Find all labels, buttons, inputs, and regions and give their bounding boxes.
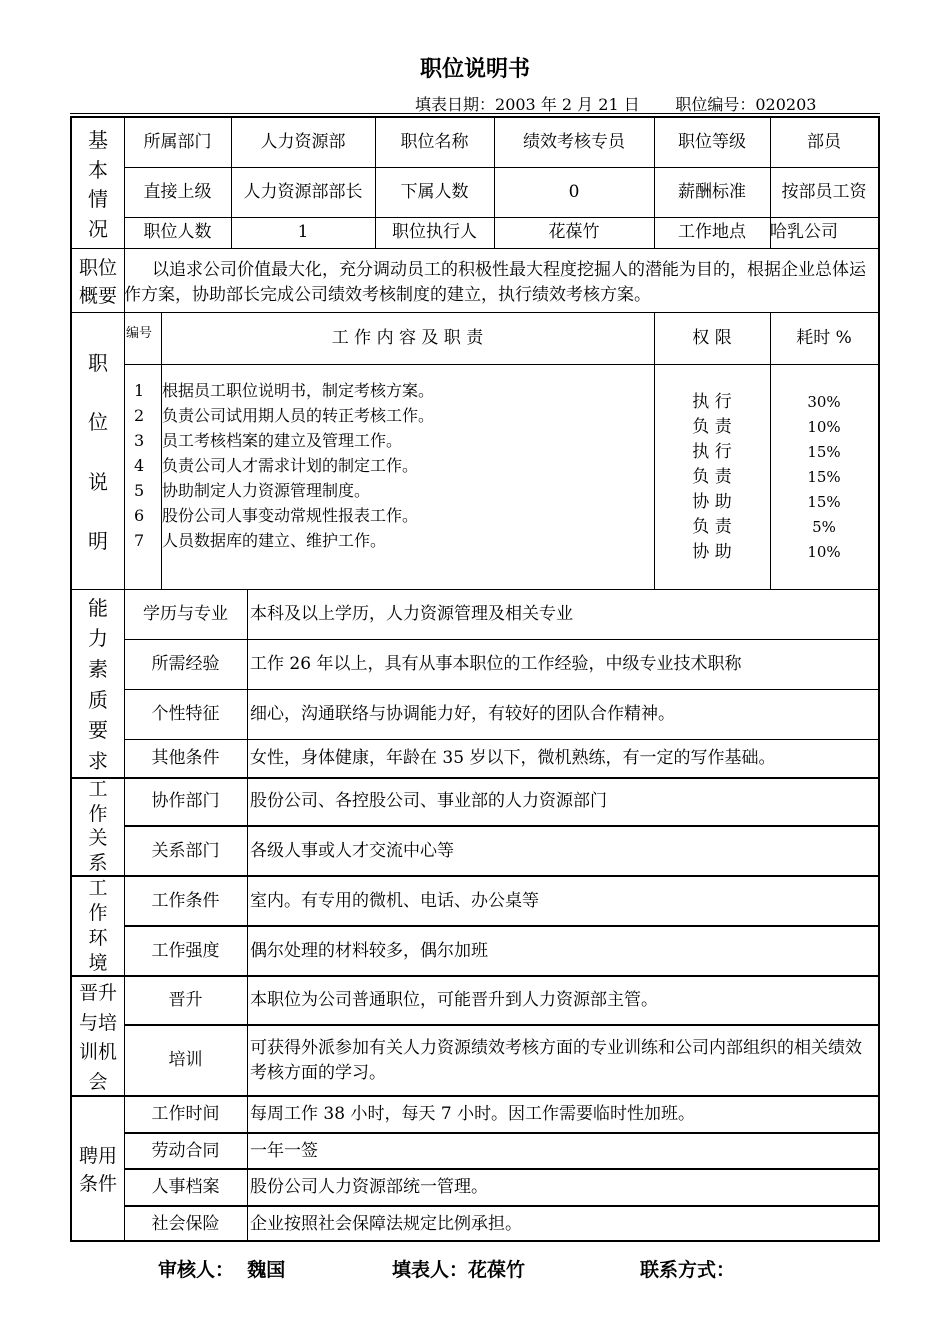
headcount-label: 职位人数 — [143, 222, 212, 242]
salary-value: 按部员工资 — [781, 181, 867, 202]
reviewer-value: 魏国 — [247, 1259, 286, 1281]
grid-line — [247, 589, 248, 777]
duties-list — [162, 378, 434, 553]
work-conditions-value: 室内。有专用的微机、电话、办公桌等 — [250, 890, 539, 911]
duty-text: 协助制定人力资源管理制度。 — [162, 481, 371, 500]
work-hours-label: 工作时间 — [151, 1104, 220, 1124]
duty-text: 员工考核档案的建立及管理工作。 — [162, 431, 403, 450]
duty-no: 4 — [134, 456, 145, 475]
duties-authority-list — [654, 390, 770, 565]
education-label: 学历与专业 — [143, 603, 228, 624]
duty-no: 1 — [134, 381, 145, 400]
duty-authority: 负 责 — [692, 417, 732, 437]
ability-section-label: 能 力 素 质 要 求 — [88, 595, 108, 774]
personnel-file-value: 股份公司人力资源部统一管理。 — [250, 1177, 488, 1197]
duties-header-time: 耗时 % — [796, 327, 852, 348]
grid-line — [770, 118, 771, 248]
header-rule — [70, 113, 880, 114]
contract-value: 一年一签 — [250, 1140, 318, 1161]
filler-label: 填表人： — [392, 1259, 469, 1281]
education-value: 本科及以上学历，人力资源管理及相关专业 — [250, 603, 573, 624]
duty-text: 人员数据库的建立、维护工作。 — [162, 531, 387, 550]
filler-value: 花葆竹 — [468, 1259, 526, 1281]
employment-section-label: 聘用 条件 — [78, 1144, 117, 1195]
document-meta — [415, 92, 816, 115]
contact-label: 联系方式： — [640, 1259, 736, 1281]
duty-time: 15% — [807, 443, 841, 461]
grid-line — [654, 118, 655, 248]
supervisor-value: 人力资源部部长 — [243, 181, 363, 202]
grid-line — [124, 739, 878, 740]
fill-date-value: 2003 年 2 月 21 日 — [495, 95, 640, 114]
duty-text: 负责公司人才需求计划的制定工作。 — [162, 456, 419, 475]
work-hours-value: 每周工作 38 小时，每天 7 小时。因工作需要临时性加班。 — [250, 1104, 696, 1124]
position-name-value: 绩效考核专员 — [523, 132, 625, 152]
duty-text: 股份公司人事变动常规性报表工作。 — [162, 506, 419, 525]
headcount-value: 1 — [297, 222, 309, 242]
grid-line — [247, 975, 248, 1095]
grid-line — [124, 1024, 878, 1026]
grid-line — [124, 118, 125, 248]
experience-label: 所需经验 — [151, 653, 220, 674]
grid-line — [494, 118, 495, 248]
dept-label: 所属部门 — [143, 132, 212, 152]
related-dept-value: 各级人事或人才交流中心等 — [250, 840, 454, 861]
experience-value: 工作 26 年以上，具有从事本职位的工作经验，中级专业技术职称 — [250, 653, 742, 674]
grid-line — [124, 217, 878, 218]
duty-no: 5 — [134, 481, 145, 500]
fill-date-label: 填表日期： — [415, 95, 496, 114]
cooperation-dept-value: 股份公司、各控股公司、事业部的人力资源部门 — [250, 790, 607, 811]
grid-line — [124, 312, 125, 589]
salary-label: 薪酬标准 — [678, 181, 746, 202]
grid-line — [770, 312, 771, 589]
personnel-file-label: 人事档案 — [151, 1177, 220, 1197]
grid-line — [124, 248, 125, 312]
duties-header-no: 编号 — [126, 326, 153, 341]
duties-header-content: 工 作 内 容 及 职 责 — [331, 327, 484, 348]
other-conditions-value: 女性，身体健康，年龄在 35 岁以下，微机熟练，有一定的写作基础。 — [250, 747, 776, 768]
location-value: 哈乳公司 — [770, 222, 838, 242]
relations-section-label: 工 作 关 系 — [88, 778, 108, 874]
social-insurance-value: 企业按照社会保障法规定比例承担。 — [250, 1214, 522, 1234]
grid-line — [124, 975, 125, 1095]
supervisor-label: 直接上级 — [143, 181, 212, 202]
grid-line — [72, 248, 878, 249]
summary-section-label: 职位 概要 — [78, 256, 117, 307]
position-name-label: 职位名称 — [400, 132, 469, 152]
document-title: 职位说明书 — [419, 57, 530, 82]
related-dept-label: 关系部门 — [151, 840, 220, 861]
grid-line — [375, 118, 376, 248]
promotion-value: 本职位为公司普通职位，可能晋升到人力资源部主管。 — [250, 990, 658, 1010]
duty-time: 10% — [807, 418, 841, 436]
duty-authority: 协 助 — [692, 542, 732, 562]
grid-line — [654, 312, 655, 589]
footer-contact — [640, 1255, 735, 1282]
duty-no: 3 — [134, 431, 145, 450]
duties-header-authority: 权 限 — [692, 327, 732, 348]
position-level-value: 部员 — [807, 132, 841, 152]
grid-line — [124, 1205, 878, 1207]
duty-no: 7 — [134, 531, 145, 550]
duty-time: 15% — [807, 468, 841, 486]
position-code-value: 020203 — [755, 95, 817, 114]
training-label: 培训 — [168, 1050, 203, 1070]
duty-time: 30% — [807, 393, 841, 411]
work-intensity-value: 偶尔处理的材料较多，偶尔加班 — [250, 940, 488, 961]
environment-section-label: 工 作 环 境 — [88, 876, 108, 974]
duty-authority: 执 行 — [692, 442, 732, 462]
grid-line — [124, 589, 125, 777]
personality-value: 细心，沟通联络与协调能力好，有较好的团队合作精神。 — [250, 703, 675, 724]
promotion-label: 晋升 — [168, 990, 203, 1010]
duty-authority: 执 行 — [692, 392, 732, 412]
duty-authority: 协 助 — [692, 492, 732, 512]
training-value: 可获得外派参加有关人力资源绩效考核方面的专业训练和公司内部组织的相关绩效考核方面的学习。 — [250, 1037, 862, 1083]
grid-line — [124, 167, 878, 168]
grid-line — [161, 312, 162, 589]
duty-no: 6 — [134, 506, 145, 525]
contract-label: 劳动合同 — [151, 1140, 220, 1161]
duty-no: 2 — [134, 406, 145, 425]
work-intensity-label: 工作强度 — [151, 940, 220, 961]
summary-text: 以追求公司价值最大化，充分调动员工的积极性最大程度挖掘人的潜能为目的，根据企业总体运作方案，协助部长完成公司绩效考核制度的建立，执行绩效考核方案。 — [124, 260, 866, 305]
other-conditions-label: 其他条件 — [151, 747, 220, 768]
promotion-section-label: 晋升 与培 训机 会 — [78, 982, 117, 1093]
duty-text: 根据员工职位说明书，制定考核方案。 — [162, 381, 435, 400]
duties-numbers — [134, 378, 144, 553]
grid-line — [124, 689, 878, 690]
subordinates-value: 0 — [568, 181, 580, 202]
social-insurance-label: 社会保险 — [151, 1214, 220, 1234]
job-description-table — [70, 116, 880, 1242]
grid-line — [231, 118, 232, 248]
duty-text: 负责公司试用期人员的转正考核工作。 — [162, 406, 435, 425]
grid-line — [124, 639, 878, 640]
grid-line — [124, 925, 878, 927]
personality-label: 个性特征 — [151, 703, 220, 724]
position-level-label: 职位等级 — [678, 132, 746, 152]
duty-authority: 负 责 — [692, 467, 732, 487]
work-conditions-label: 工作条件 — [151, 890, 220, 911]
duty-time: 15% — [807, 493, 841, 511]
footer-reviewer — [158, 1255, 285, 1282]
subordinates-label: 下属人数 — [400, 181, 469, 202]
duty-authority: 负 责 — [692, 517, 732, 537]
grid-line — [124, 1168, 878, 1170]
summary-text-wrap — [72, 258, 878, 308]
grid-line — [124, 364, 878, 365]
footer-filler — [392, 1255, 525, 1282]
duty-time: 5% — [812, 518, 836, 536]
duty-time: 10% — [807, 543, 841, 561]
holder-value: 花葆竹 — [548, 222, 600, 242]
position-code-label: 职位编号： — [675, 95, 756, 114]
duties-time-list — [770, 390, 878, 565]
dept-value: 人力资源部 — [260, 132, 346, 152]
cooperation-dept-label: 协作部门 — [151, 790, 220, 811]
grid-line — [124, 825, 878, 827]
reviewer-label: 审核人： — [158, 1259, 235, 1281]
duties-section-label: 职 位 说 明 — [88, 351, 108, 553]
location-label: 工作地点 — [678, 222, 746, 242]
grid-line — [124, 1132, 878, 1134]
holder-label: 职位执行人 — [392, 222, 477, 242]
basic-section-label: 基 本 情 况 — [88, 128, 108, 241]
